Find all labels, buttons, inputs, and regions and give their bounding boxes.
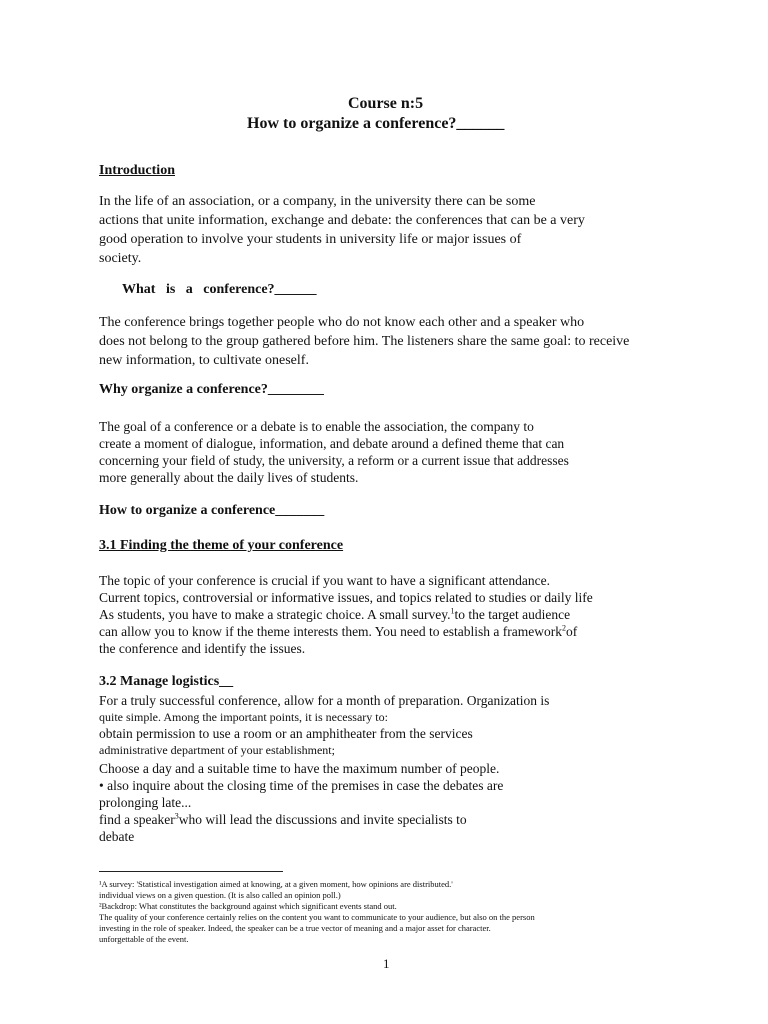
introduction-line: society. xyxy=(99,251,142,266)
s32-line: find a speaker$^3$who will lead the discussions and invite specialists to xyxy=(99,811,467,827)
why-line: more generally about the daily lives of students. xyxy=(99,470,359,485)
footnotes xyxy=(99,879,535,945)
s32-line3: obtain permission to use a room or an amphitheater from the services xyxy=(99,726,473,741)
introduction-line: actions that unite information, exchange and debate: the conferences that can be a very xyxy=(99,213,585,228)
introduction-line: In the life of an association, or a company, in the university there can be some xyxy=(99,194,536,209)
introduction-heading: Introduction xyxy=(99,163,175,178)
s31-line: can allow you to know if the theme interests them. You need to establish a framework$^2$of xyxy=(99,623,578,639)
footnote-line: The quality of your conference certainly relies on the content you want to communicate to your audience, but also on the person xyxy=(99,912,535,922)
how-heading: How to organize a conference_______ xyxy=(99,503,325,518)
what-line: The conference brings together people who do not know each other and a speaker who xyxy=(99,315,585,330)
section-3-2-heading: 3.2 Manage logistics__ xyxy=(99,674,234,689)
introduction-paragraph xyxy=(99,192,585,268)
what-line: new information, to cultivate oneself. xyxy=(99,353,309,368)
footnote-line: individual views on a given question. (It is also called an opinion poll.) xyxy=(99,890,341,900)
section-3-1-heading: 3.1 Finding the theme of your conference xyxy=(99,538,344,553)
what-paragraph xyxy=(99,313,629,370)
why-paragraph xyxy=(99,418,569,486)
footnote-ref-1: 1 xyxy=(450,606,455,616)
s32-line: debate xyxy=(99,829,135,844)
footnote-line: ¹A survey: 'Statistical investigation aimed at knowing, at a given moment, how opinions are distributed.' xyxy=(99,879,453,889)
footnote-line: unforgettable of the event. xyxy=(99,934,189,944)
why-heading: Why organize a conference?________ xyxy=(99,382,324,397)
what-heading: What is a conference?______ xyxy=(122,282,317,297)
why-line: The goal of a conference or a debate is to enable the association, the company to xyxy=(99,419,534,434)
what-line: does not belong to the group gathered before him. The listeners share the same goal: to receive xyxy=(99,334,630,349)
footnote-line: investing in the role of speaker. Indeed, the speaker can be a true vector of meaning and a major asset for character. xyxy=(99,923,491,933)
s31-line: the conference and identify the issues. xyxy=(99,641,306,656)
footnote-line: ²Backdrop: What constitutes the background against which significant events stand out. xyxy=(99,901,397,911)
s32-line2: quite simple. Among the important points, it is necessary to: xyxy=(99,710,388,724)
introduction-line: good operation to involve your students in university life or major issues of xyxy=(99,232,522,247)
s32-line: • also inquire about the closing time of the premises in case the debates are xyxy=(99,778,504,793)
course-title: Course n:5 xyxy=(348,95,424,112)
why-line: create a moment of dialogue, information, and debate around a defined theme that can xyxy=(99,436,565,451)
s32-line: Choose a day and a suitable time to have the maximum number of people. xyxy=(99,761,500,776)
s31-line: The topic of your conference is crucial if you want to have a significant attendance. xyxy=(99,573,550,588)
s32-line: prolonging late... xyxy=(99,795,192,810)
s32-line1: For a truly successful conference, allow for a month of preparation. Organization is xyxy=(99,693,550,708)
s31-line: As students, you have to make a strategic choice. A small survey.$^1$to the target audience xyxy=(99,606,571,622)
page-number: 1 xyxy=(383,956,390,971)
footnote-ref-2: 2 xyxy=(562,623,567,633)
s32-line4: administrative department of your establishment; xyxy=(99,743,335,757)
section-3-1-paragraph xyxy=(99,572,593,657)
document-title: How to organize a conference?______ xyxy=(247,115,505,132)
footnote-separator xyxy=(99,871,283,872)
footnote-ref-3: 3 xyxy=(174,811,179,821)
s32-list xyxy=(99,760,503,845)
why-line: concerning your field of study, the university, a reform or a current issue that addresses xyxy=(99,453,569,468)
s31-line: Current topics, controversial or informative issues, and topics related to studies or daily life xyxy=(99,590,593,605)
